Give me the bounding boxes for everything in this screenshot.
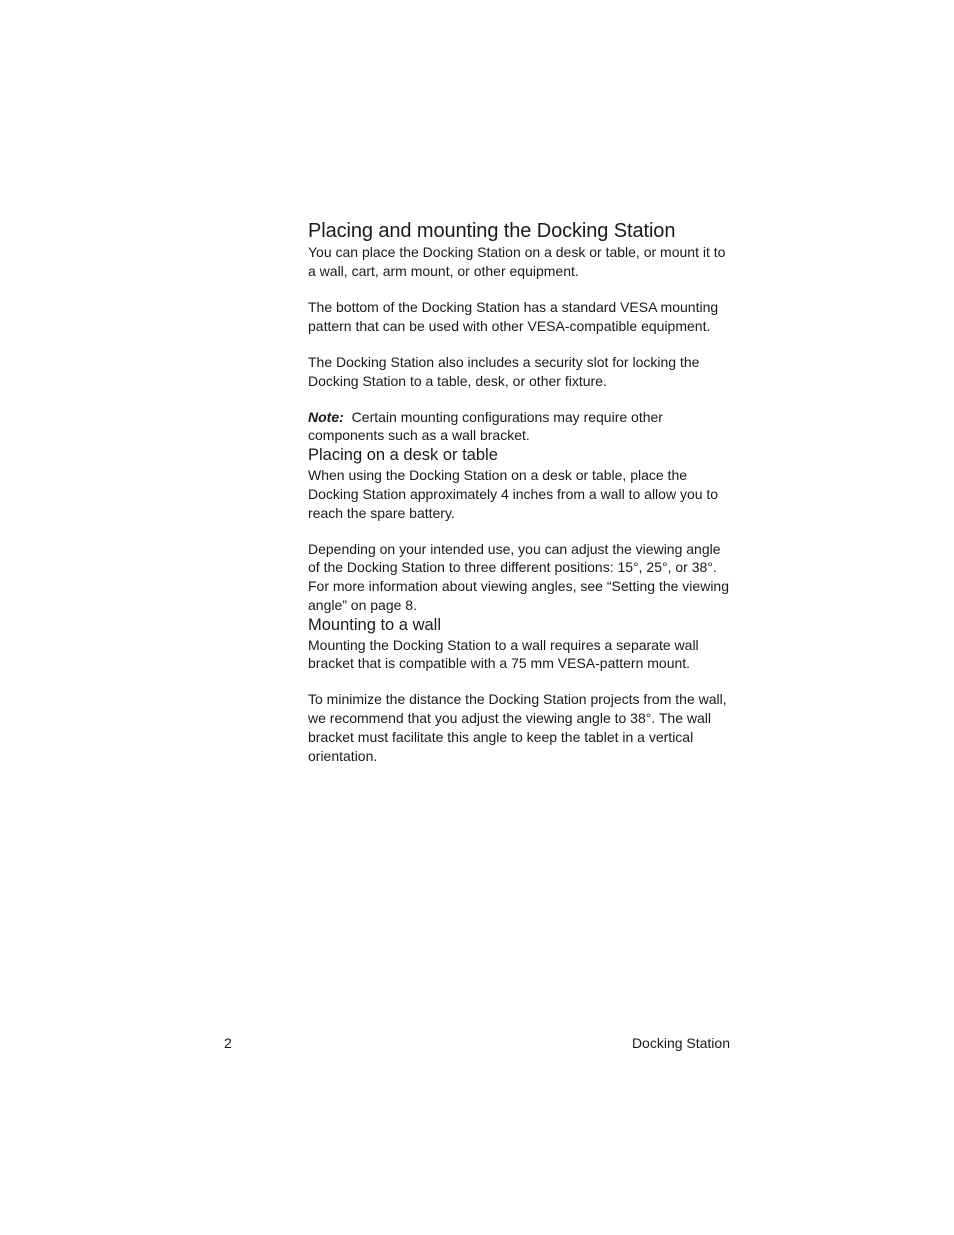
paragraph: The bottom of the Docking Station has a standard VESA mounting pattern that can be used with other VESA-compatible equipment. bbox=[308, 298, 719, 334]
paragraph: When using the Docking Station on a desk or table, place the Docking Station approximately 4 inches from a wall to allow you to reach the spare battery. bbox=[308, 467, 719, 521]
section-title: Placing and mounting the Docking Station bbox=[308, 220, 676, 242]
subsection-title-desk: Placing on a desk or table bbox=[308, 446, 498, 465]
paragraph: You can place the Docking Station on a desk or table, or mount it to a wall, cart, arm mount, or other equipment. bbox=[308, 244, 726, 279]
page-number: 2 bbox=[224, 1035, 232, 1051]
running-title: Docking Station bbox=[631, 1035, 730, 1051]
subsection-title-wall: Mounting to a wall bbox=[308, 615, 441, 634]
paragraph: The Docking Station also includes a security slot for locking the Docking Station to a table, desk, or other fixture. bbox=[308, 353, 700, 389]
note-paragraph bbox=[308, 408, 732, 445]
note-text: Certain mounting configurations may require other components such as a wall bracket. bbox=[308, 408, 663, 444]
note-label: Note: bbox=[308, 408, 344, 425]
paragraph: Mounting the Docking Station to a wall requires a separate wall bracket that is compatible with a 75 mm VESA-pattern mount. bbox=[308, 636, 699, 672]
paragraph: To minimize the distance the Docking Station projects from the wall, we recommend that you adjust the viewing angle to 38°. The wall bracket must facilitate this angle to keep the tablet in a vertical orientation. bbox=[308, 691, 727, 764]
page-content bbox=[308, 219, 732, 765]
paragraph: Depending on your intended use, you can adjust the viewing angle of the Docking Station to three different positions: 15°, 25°, or 38°. For more information about viewing angles, see “Setting the viewing angle” on page 8. bbox=[308, 540, 729, 613]
